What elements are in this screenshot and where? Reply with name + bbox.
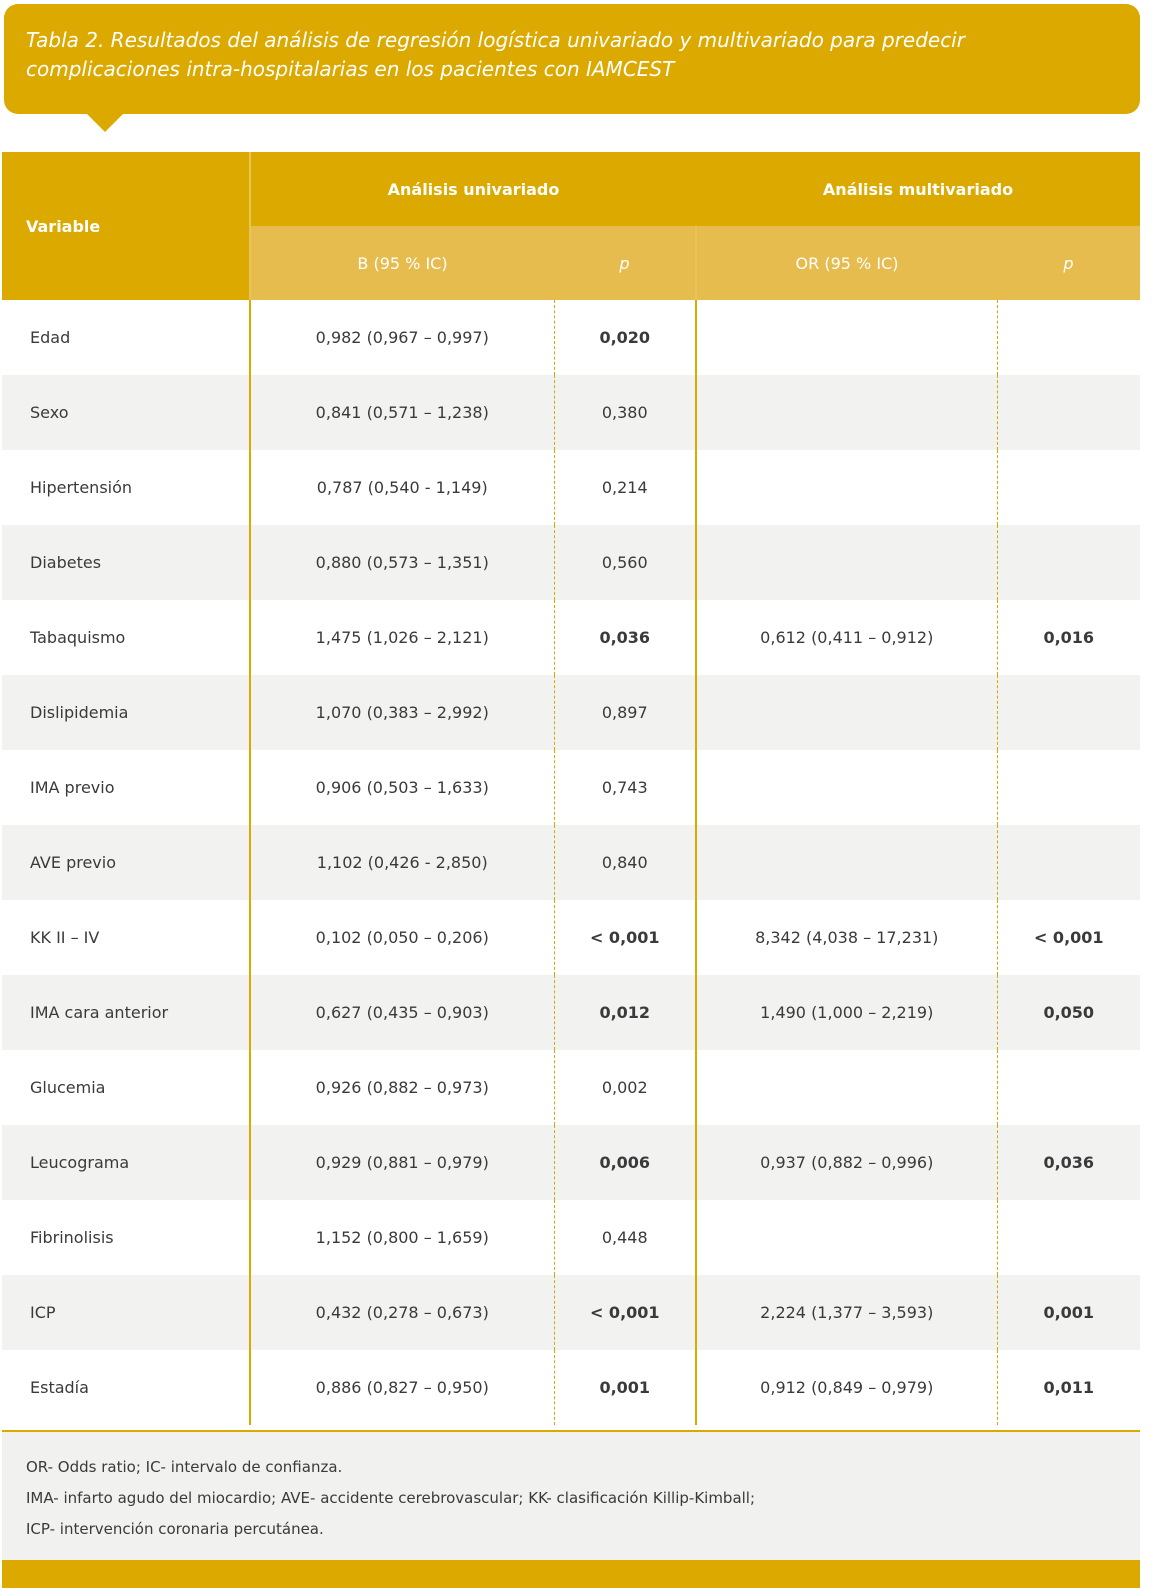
header-b-ci: B (95 % IC) (250, 226, 554, 300)
cell-variable: Diabetes (2, 525, 250, 600)
cell-p-multivariate: 0,016 (1043, 628, 1095, 647)
cell-b-ci: 1,102 (0,426 - 2,850) (250, 825, 554, 900)
table-row (2, 1200, 1140, 1275)
cell-variable: AVE previo (2, 825, 250, 900)
table-row (2, 975, 1140, 1050)
cell-b-ci: 0,982 (0,967 – 0,997) (250, 300, 554, 375)
cell-or-ci (696, 450, 997, 525)
header-univariate: Análisis univariado (250, 152, 696, 226)
cell-variable: KK II – IV (2, 900, 250, 975)
cell-b-ci: 0,886 (0,827 – 0,950) (250, 1350, 554, 1425)
header-variable: Variable (2, 152, 250, 300)
cell-p-univariate: 0,560 (554, 525, 696, 600)
header-p-multivariate: p (997, 226, 1140, 300)
cell-b-ci: 1,475 (1,026 – 2,121) (250, 600, 554, 675)
cell-p-multivariate (997, 750, 1140, 825)
table-row (2, 1350, 1140, 1425)
cell-or-ci: 8,342 (4,038 – 17,231) (696, 900, 997, 975)
cell-or-ci: 0,912 (0,849 – 0,979) (696, 1350, 997, 1425)
footnote: IMA- infarto agudo del miocardio; AVE- accidente cerebrovascular; KK- clasificación Killip-Kimball; (26, 1489, 756, 1507)
cell-p-multivariate: 0,050 (997, 975, 1140, 1050)
cell-p-univariate: 0,214 (554, 450, 696, 525)
cell-p-multivariate: 0,036 (997, 1125, 1140, 1200)
cell-p-multivariate (997, 675, 1140, 750)
table-row (2, 825, 1140, 900)
cell-variable: Fibrinolisis (2, 1200, 250, 1275)
cell-b-ci: 0,929 (0,881 – 0,979) (250, 1125, 554, 1200)
cell-b-ci: 0,102 (0,050 – 0,206) (250, 900, 554, 975)
cell-b-ci: 1,152 (0,800 – 1,659) (250, 1200, 554, 1275)
cell-b-ci: 0,432 (0,278 – 0,673) (250, 1275, 554, 1350)
table-row (2, 1125, 1140, 1200)
cell-p-multivariate (997, 1050, 1140, 1125)
cell-variable: Glucemia (2, 1050, 250, 1125)
table-row (2, 600, 1140, 675)
table-body (2, 300, 1140, 1425)
table-row (2, 1275, 1140, 1350)
table-row (2, 750, 1140, 825)
footnote: ICP- intervención coronaria percutánea. (26, 1520, 324, 1538)
cell-or-ci (696, 1050, 997, 1125)
cell-p-multivariate (997, 1200, 1140, 1275)
cell-b-ci: 0,787 (0,540 - 1,149) (250, 450, 554, 525)
cell-variable: Hipertensión (2, 450, 250, 525)
cell-or-ci: 1,490 (1,000 – 2,219) (696, 975, 997, 1050)
cell-p-multivariate: 0,011 (1043, 1378, 1095, 1397)
table-footnotes (2, 1430, 1140, 1560)
cell-or-ci (696, 750, 997, 825)
cell-p-multivariate (997, 375, 1140, 450)
table-row (2, 1050, 1140, 1125)
header-p-univariate: p (554, 226, 696, 300)
cell-b-ci: 0,627 (0,435 – 0,903) (250, 975, 554, 1050)
cell-p-univariate: 0,840 (554, 825, 696, 900)
results-table (2, 152, 1140, 1425)
cell-p-univariate: 0,036 (554, 600, 696, 675)
cell-p-univariate: 0,380 (554, 375, 696, 450)
cell-or-ci: 0,937 (0,882 – 0,996) (696, 1125, 997, 1200)
cell-b-ci: 0,926 (0,882 – 0,973) (250, 1050, 554, 1125)
cell-or-ci (696, 525, 997, 600)
cell-p-univariate: 0,012 (554, 975, 696, 1050)
cell-variable: IMA previo (2, 750, 250, 825)
cell-variable: Estadía (2, 1350, 250, 1425)
cell-variable: Sexo (2, 375, 250, 450)
cell-p-univariate: 0,448 (554, 1200, 696, 1275)
cell-p-univariate: 0,006 (554, 1125, 696, 1200)
bottom-accent-bar (2, 1560, 1140, 1588)
cell-or-ci (696, 375, 997, 450)
cell-or-ci: 2,224 (1,377 – 3,593) (696, 1275, 997, 1350)
cell-p-univariate: 0,001 (554, 1350, 696, 1425)
cell-p-multivariate (997, 300, 1140, 375)
table-caption: Tabla 2. Resultados del análisis de regresión logística univariado y multivariado para predecir complicaciones intra-hospitalarias en los pacientes con IAMCEST (4, 4, 1140, 114)
table-row (2, 375, 1140, 450)
cell-or-ci (696, 675, 997, 750)
cell-or-ci (696, 300, 997, 375)
cell-or-ci (696, 1200, 997, 1275)
cell-variable: Leucograma (2, 1125, 250, 1200)
cell-p-multivariate: < 0,001 (1033, 928, 1104, 947)
cell-p-univariate: 0,002 (554, 1050, 696, 1125)
cell-p-univariate: 0,743 (554, 750, 696, 825)
cell-or-ci: 0,612 (0,411 – 0,912) (696, 600, 997, 675)
cell-variable: Tabaquismo (2, 600, 250, 675)
caption-pointer (86, 113, 124, 132)
cell-p-multivariate (997, 450, 1140, 525)
cell-p-multivariate (997, 525, 1140, 600)
cell-variable: Edad (2, 300, 250, 375)
table-row (2, 900, 1140, 975)
table-row (2, 300, 1140, 375)
header-or-ci: OR (95 % IC) (696, 226, 997, 300)
cell-variable: Dislipidemia (2, 675, 250, 750)
cell-variable: IMA cara anterior (2, 975, 250, 1050)
cell-p-multivariate (997, 825, 1140, 900)
cell-p-univariate: 0,897 (554, 675, 696, 750)
cell-variable: ICP (2, 1275, 250, 1350)
header-multivariate: Análisis multivariado (696, 152, 1140, 226)
cell-p-univariate: 0,020 (554, 300, 696, 375)
cell-b-ci: 0,880 (0,573 – 1,351) (250, 525, 554, 600)
cell-or-ci (696, 825, 997, 900)
cell-p-univariate: < 0,001 (554, 900, 696, 975)
cell-p-univariate: < 0,001 (554, 1275, 696, 1350)
cell-p-multivariate: 0,001 (997, 1275, 1140, 1350)
cell-b-ci: 0,906 (0,503 – 1,633) (250, 750, 554, 825)
cell-b-ci: 1,070 (0,383 – 2,992) (250, 675, 554, 750)
table-row (2, 675, 1140, 750)
cell-b-ci: 0,841 (0,571 – 1,238) (250, 375, 554, 450)
table-row (2, 525, 1140, 600)
table-row (2, 450, 1140, 525)
footnote: OR- Odds ratio; IC- intervalo de confianza. (26, 1458, 343, 1476)
